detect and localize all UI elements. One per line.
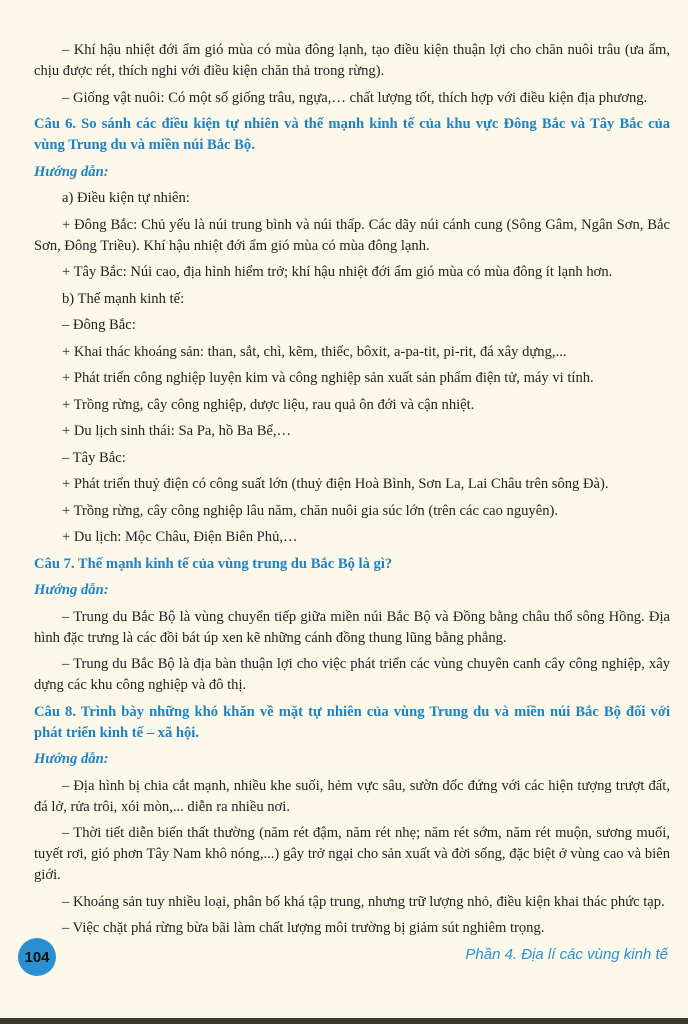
page-content: [34, 40, 670, 945]
body-paragraph: – Khoáng sản tuy nhiều loại, phân bố khá tập trung, nhưng trữ lượng nhỏ, điều kiện khai thác phức tạp.: [62, 893, 665, 910]
body-paragraph: – Địa hình bị chia cắt mạnh, nhiều khe suối, hẻm vực sâu, sườn dốc đứng với các hiện tượng trượt đất, đá lở, rửa trôi, xói mòn,... diễn ra nhiều nơi.: [34, 777, 670, 815]
guide-label: Hướng dẫn:: [34, 582, 109, 598]
body-paragraph: – Thời tiết diễn biến thất thường (năm rét đậm, năm rét nhẹ; năm rét sớm, năm rét muộn, sương muối, tuyết rơi, gió phơn Tây Nam khô nóng,...) gây trở ngại cho sản xuất và đời sống, đặc biệt ở vùng cao và biên giới.: [34, 825, 670, 883]
body-paragraph: + Đông Bắc: Chủ yếu là núi trung bình và núi thấp. Các dãy núi cánh cung (Sông Gâm, Ngân Sơn, Bắc Sơn, Đông Triều). Khí hậu nhiệt đới ẩm gió mùa có mùa đông lạnh.: [34, 216, 670, 254]
body-paragraph: – Khí hậu nhiệt đới ẩm gió mùa có mùa đông lạnh, tạo điều kiện thuận lợi cho chăn nuôi trâu (ưa ẩm, chịu được rét, thích nghi với điều kiện chăn thả trong rừng).: [34, 42, 670, 79]
guide-label: Hướng dẫn:: [34, 163, 109, 180]
body-paragraph: – Tây Bắc:: [62, 449, 126, 466]
body-paragraph: a) Điều kiện tự nhiên:: [62, 190, 190, 206]
body-paragraph: – Trung du Bắc Bộ là địa bàn thuận lợi cho việc phát triển các vùng chuyên canh cây công nghiệp, xây dựng các khu công nghiệp và đô thị.: [34, 656, 670, 693]
guide-label: Hướng dẫn:: [34, 751, 109, 767]
question-heading: Câu 8. Trình bày những khó khăn về mặt tự nhiên của vùng Trung du và miền núi Bắc Bộ đối với phát triển kinh tế – xã hội.: [34, 703, 670, 741]
question-heading: Câu 7. Thế mạnh kinh tế của vùng trung du Bắc Bộ là gì?: [34, 555, 393, 572]
question-heading: Câu 6. So sánh các điều kiện tự nhiên và thế mạnh kinh tế của khu vực Đông Bắc và Tây Bắc của vùng Trung du và miền núi Bắc Bộ.: [34, 116, 670, 153]
body-paragraph: + Du lịch sinh thái: Sa Pa, hồ Ba Bể,…: [62, 423, 292, 439]
body-paragraph: – Trung du Bắc Bộ là vùng chuyển tiếp giữa miền núi Bắc Bộ và Đồng bằng châu thổ sông Hồng. Địa hình đặc trưng là các đồi bát úp xen kẽ những cánh đồng thung lũng bằng phẳng.: [34, 608, 670, 646]
body-paragraph: + Khai thác khoáng sản: than, sắt, chì, kẽm, thiếc, bôxit, a-pa-tit, pi-rit, đá xây dựng,...: [62, 343, 567, 360]
body-paragraph: + Du lịch: Mộc Châu, Điện Biên Phủ,…: [62, 529, 298, 545]
page-number-badge: 104: [18, 938, 56, 976]
body-paragraph: + Phát triển thuỷ điện có công suất lớn (thuỷ điện Hoà Bình, Sơn La, Lai Châu trên sông Đà).: [62, 476, 609, 492]
body-paragraph: – Đông Bắc:: [62, 317, 136, 333]
body-paragraph: – Giống vật nuôi: Có một số giống trâu, ngựa,… chất lượng tốt, thích hợp với điều kiện địa phương.: [62, 89, 648, 106]
body-paragraph: + Trồng rừng, cây công nghiệp, dược liệu, rau quả ôn đới và cận nhiệt.: [62, 396, 475, 413]
body-paragraph: – Việc chặt phá rừng bừa bãi làm chất lượng môi trường bị giảm sút nghiêm trọng.: [62, 920, 545, 936]
body-paragraph: + Phát triển công nghiệp luyện kim và công nghiệp sản xuất sản phẩm điện tử, máy vi tính.: [62, 370, 594, 386]
body-paragraph: b) Thế mạnh kinh tế:: [62, 290, 185, 307]
page-bottom-edge: [0, 1018, 688, 1024]
body-paragraph: + Trồng rừng, cây công nghiệp lâu năm, chăn nuôi gia súc lớn (trên các cao nguyên).: [62, 502, 558, 519]
body-paragraph: + Tây Bắc: Núi cao, địa hình hiểm trở; khí hậu nhiệt đới ẩm gió mùa có mùa đông ít lạnh hơn.: [62, 264, 613, 280]
footer-section-title: Phần 4. Địa lí các vùng kinh tế: [465, 946, 668, 963]
